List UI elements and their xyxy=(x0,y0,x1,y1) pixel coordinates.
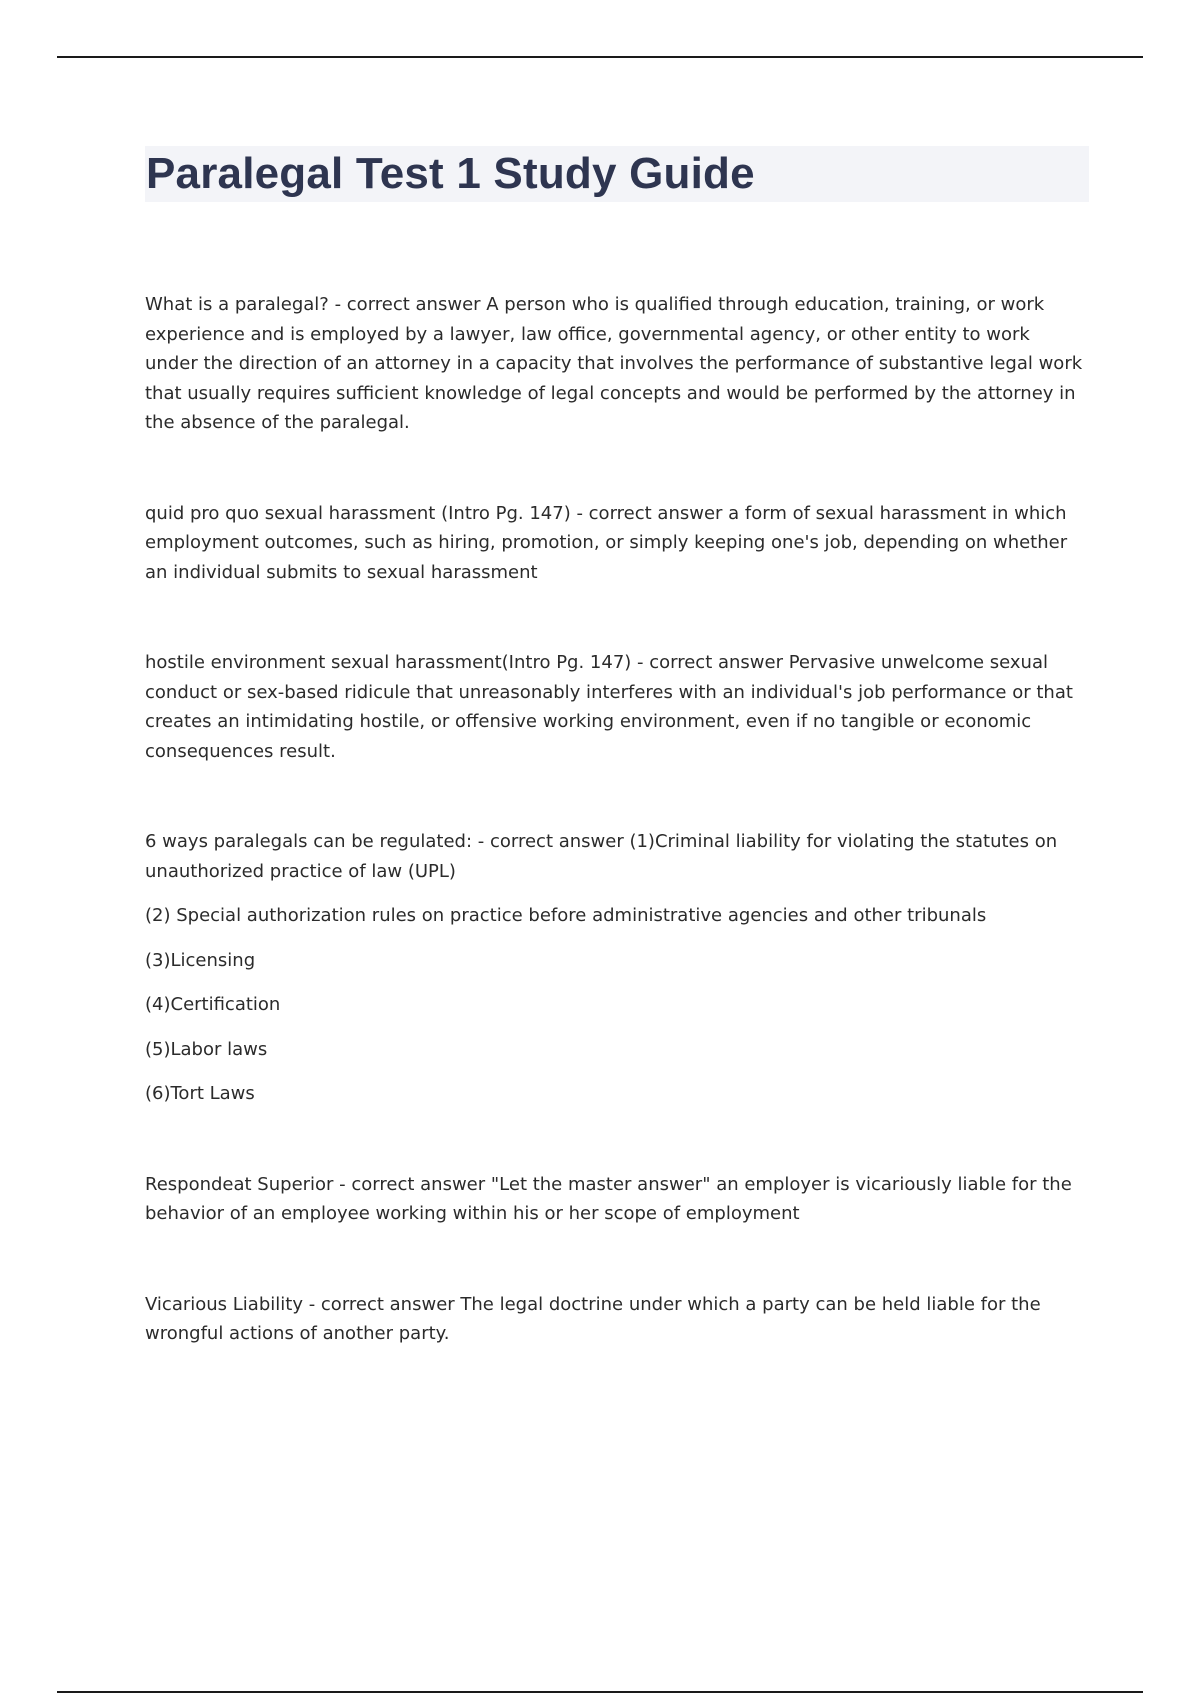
qa-text: quid pro quo sexual harassment (Intro Pg. 147) - correct answer a form of sexual harassment in which employment outcomes, such as hiring, promotion, or simply keeping one's job, depending on whether an individual submits to sexual harassment xyxy=(145,502,1068,583)
qa-text: 6 ways paralegals can be regulated: - correct answer (1)Criminal liability for violating the statutes on unauthorized practice of law (UPL) xyxy=(145,831,1058,882)
qa-text: Vicarious Liability - correct answer The legal doctrine under which a party can be held liable for the wrongful actions of another party. xyxy=(145,1293,1041,1344)
qa-entry-paralegal xyxy=(145,290,1085,438)
qa-entry-respondeat-superior xyxy=(145,1170,1085,1229)
regulation-item: (3)Licensing xyxy=(145,949,256,971)
regulation-item: (2) Special authorization rules on practice before administrative agencies and other tribunals xyxy=(145,905,987,926)
bottom-rule xyxy=(57,1691,1143,1693)
qa-entry-regulation-ways xyxy=(145,827,1085,1109)
study-guide-content xyxy=(145,290,1085,1349)
regulation-item: (4)Certification xyxy=(145,994,281,1015)
qa-entry-hostile-environment xyxy=(145,648,1085,766)
top-rule xyxy=(57,56,1143,58)
qa-text: What is a paralegal? - correct answer A person who is qualified through education, training, or work experience and is employed by a lawyer, law office, governmental agency, or other entity to work under the direction of an attorney in a capacity that involves the performance of substantive legal work that usually requires sufficient knowledge of legal concepts and would be performed by the attorney in the absence of the paralegal. xyxy=(145,294,1083,433)
qa-entry-quid-pro-quo xyxy=(145,499,1085,588)
regulation-item: (6)Tort Laws xyxy=(145,1083,255,1104)
regulation-item: (5)Labor laws xyxy=(145,1038,268,1060)
qa-text: hostile environment sexual harassment(Intro Pg. 147) - correct answer Pervasive unwelcome sexual conduct or sex-based ridicule that unreasonably interferes with an individual's job performance or that creates an intimidating hostile, or offensive working environment, even if no tangible or economic consequences result. xyxy=(145,652,1073,762)
qa-entry-vicarious-liability xyxy=(145,1290,1085,1349)
document-title: Paralegal Test 1 Study Guide xyxy=(146,149,755,198)
qa-text: Respondeat Superior - correct answer "Let the master answer" an employer is vicariously liable for the behavior of an employee working within his or her scope of employment xyxy=(145,1173,1072,1224)
